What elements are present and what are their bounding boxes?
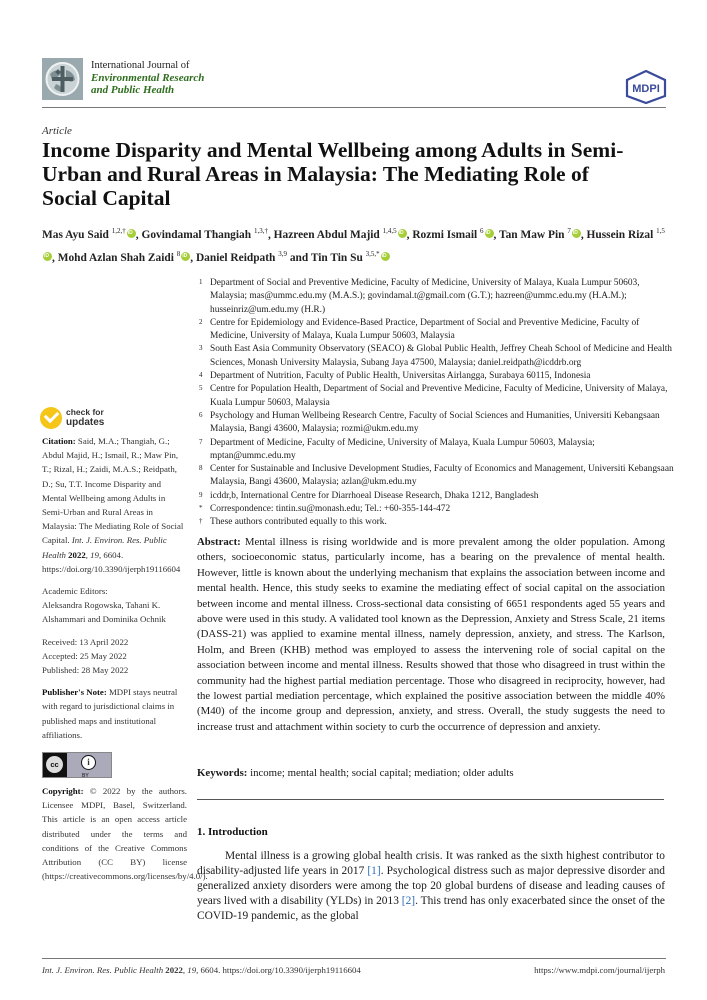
attribution-person-icon: i <box>81 755 96 770</box>
author-name: Hazreen Abdul Majid <box>273 228 380 241</box>
copyright-text: © 2022 by the authors. Licensee MDPI, Basel, Switzerland. This article is an open access article distributed under the terms and conditions of the Creative Commons Attribution (CC BY) license (https://creativecommons.org/licenses/by/4.0/). <box>42 786 208 882</box>
author-name: Mohd Azlan Shah Zaidi <box>57 251 174 264</box>
affiliation-text: South East Asia Community Observatory (SEACO) & Global Public Health, Jeffrey Cheah School of Medicine and Health Sciences, Monash University Malaysia, Subang Jaya 47500, Malaysia; daniel.reidpath@icddrb.org <box>210 344 672 368</box>
affiliation-text: Department of Nutrition, Faculty of Public Health, Universitas Airlangga, Surabaya 60115, Indonesia <box>210 371 591 382</box>
reference-link-2[interactable]: [2] <box>401 895 416 908</box>
author-affiliation-marker: 1,5 <box>656 227 665 235</box>
check-updates-line2: updates <box>66 416 105 428</box>
affiliation-text: Center for Sustainable and Inclusive Development Studies, Faculty of Economics and Management, Universiti Kebangsaan Malaysia, Bangi 43600, Malaysia; azlan@ukm.edu.my <box>210 464 674 488</box>
author-name: Tin Tin Su <box>310 251 363 264</box>
intro-text-1: Mental illness is a growing global health crisis. It was ranked as the sixth highest contributor to disability-adjusted life years in 2017 <box>197 850 665 878</box>
affiliation-number: 5 <box>199 384 203 393</box>
editors-names: Aleksandra Rogowska, Tahani K. Alshammari and Dominika Ochnik <box>42 600 166 625</box>
author-separator: , <box>406 228 413 241</box>
by-label: BY <box>82 773 89 780</box>
globe-caduceus-icon <box>42 58 83 100</box>
publisher-note-label: Publisher's Note: <box>42 687 107 698</box>
affiliation-item <box>195 410 675 437</box>
author-affiliation-marker: 3,5,* <box>365 249 380 258</box>
author-affiliation-marker: 3,9 <box>278 249 287 258</box>
section-heading-introduction: 1. Introduction <box>197 826 268 838</box>
affiliation-text: Correspondence: tintin.su@monash.edu; Tel.: +60-355-144-472 <box>210 504 451 515</box>
section-divider <box>197 799 664 800</box>
author-separator: , <box>580 228 587 241</box>
citation-label: Citation: <box>42 436 76 446</box>
author-name: Mas Ayu Said <box>42 228 109 241</box>
author-separator: , <box>493 228 500 241</box>
author-affiliation-marker: 1,2,† <box>111 227 126 235</box>
journal-name-line2: Environmental Research <box>91 72 205 84</box>
mdpi-logo[interactable] <box>625 70 667 104</box>
footer-journal-url[interactable]: https://www.mdpi.com/journal/ijerph <box>534 965 665 975</box>
author-name: Hussein Rizal <box>586 228 654 241</box>
affiliation-list <box>195 277 675 530</box>
cc-by-license-badge[interactable] <box>42 752 112 778</box>
orcid-icon[interactable] <box>381 252 390 261</box>
citation-year: 2022 <box>68 549 86 560</box>
author-affiliation-marker: 1,4,5 <box>382 227 397 235</box>
affiliation-text: Department of Medicine, Faculty of Medicine, University of Malaya, Kuala Lumpur 50603, Malaysia; mptan@ummc.edu.my <box>210 437 595 461</box>
orcid-icon[interactable] <box>398 229 407 238</box>
citation-journal: Int. J. Environ. Res. Public Health <box>42 535 167 560</box>
author-separator: , <box>267 228 274 241</box>
dates-block <box>42 635 187 678</box>
check-for-updates-button[interactable] <box>40 407 115 431</box>
introduction-paragraph <box>197 849 665 924</box>
check-updates-label <box>66 408 104 427</box>
author-name: Rozmi Ismail <box>412 228 478 241</box>
orcid-icon[interactable] <box>181 252 190 261</box>
by-section <box>67 753 111 780</box>
affiliation-number: 6 <box>199 410 203 419</box>
affiliation-number: * <box>199 504 203 513</box>
affiliation-number: 1 <box>199 278 203 286</box>
affiliation-text: Centre for Epidemiology and Evidence-Based Practice, Department of Social and Preventive Medicine, Faculty of Medicine, University of Malaya, Kuala Lumpur 50603, Malaysia <box>210 317 640 342</box>
author-list <box>42 222 672 268</box>
footer-doi-link[interactable]: , 6604. https://doi.org/10.3390/ijerph19116604 <box>196 965 361 975</box>
affiliation-item <box>195 343 675 370</box>
author-affiliation-marker: 1,3,† <box>253 227 268 235</box>
editors-block <box>42 584 187 627</box>
keywords-label: Keywords: <box>197 767 248 779</box>
author-separator: , <box>52 251 58 264</box>
published-date: Published: 28 May 2022 <box>42 665 129 676</box>
affiliation-number: † <box>199 517 203 526</box>
keywords <box>197 767 665 779</box>
affiliation-item <box>195 383 675 410</box>
affiliation-item <box>195 463 675 490</box>
author-name: Tan Maw Pin <box>499 228 565 241</box>
article-sidebar <box>42 434 208 891</box>
author-separator: and <box>286 251 311 264</box>
journal-name-line1: International Journal of <box>91 60 190 71</box>
citation-block: Citation: Said, M.A.; Thangiah, G.; Abdul Majid, H.; Ismail, R.; Maw Pin, T.; Rizal, H.; Zaidi, M.A.S.; Reidpath, D.; Su, T.T. Income Disparity and Mental Wellbeing among Adults in Semi-Urban and Rural Areas in Malaysia: The Mediating Role of Social Capital. Int. J. Environ. Res. Public Health 2022, 19, 6604. https://doi.org/10.3390/ijerph19116604 <box>42 436 184 574</box>
author-name: Daniel Reidpath <box>195 251 276 264</box>
journal-name <box>91 60 204 96</box>
publisher-note-text: MDPI stays neutral with regard to jurisdictional claims in published maps and institutional affiliations. <box>42 687 178 740</box>
orcid-icon[interactable] <box>572 229 581 238</box>
affiliation-number: 4 <box>199 371 203 380</box>
footer-citation: Int. J. Environ. Res. Public Health 2022, 19, 6604. https://doi.org/10.3390/ijerph19116604 <box>42 965 361 975</box>
affiliation-text: Psychology and Human Wellbeing Research Centre, Faculty of Social Sciences and Humanities, Universiti Kebangsaan Malaysia, Bangi 43600, Malaysia; rozmi@ukm.edu.my <box>210 410 660 435</box>
affiliation-item <box>195 370 675 383</box>
footer-volume: 19 <box>187 965 197 975</box>
orcid-icon[interactable] <box>485 229 494 238</box>
affiliation-text: Centre for Population Health, Department of Social and Preventive Medicine, Faculty of Medicine, University of Malaya, Kuala Lumpur 50603, Malaysia <box>210 384 668 408</box>
affiliation-item <box>195 503 675 516</box>
check-updates-icon <box>40 407 62 429</box>
footer-year: 2022 <box>165 965 183 975</box>
author-name: Govindamal Thangiah <box>141 228 252 241</box>
affiliation-item <box>195 490 675 503</box>
check-updates-line1: check for <box>66 407 104 417</box>
affiliation-item <box>195 437 675 464</box>
intro-text-3: . This trend has only exacerbated since the onset of the COVID-19 pandemic, as the global <box>197 895 665 923</box>
header-divider <box>42 107 666 108</box>
copyright-notice <box>42 784 208 883</box>
affiliation-number: 8 <box>199 464 203 473</box>
author-separator: , <box>135 228 142 241</box>
article-title: Income Disparity and Mental Wellbeing among Adults in Semi-Urban and Rural Areas in Malaysia: The Mediating Role of Social Capital <box>42 138 624 210</box>
article-type: Article <box>42 125 72 137</box>
affiliation-item <box>195 516 675 529</box>
orcid-icon[interactable] <box>127 229 136 238</box>
affiliation-item <box>195 277 675 317</box>
affiliation-number: 2 <box>199 317 203 326</box>
author-affiliation-marker: 6 <box>480 227 484 235</box>
abstract-label: Abstract: <box>197 536 241 548</box>
affiliation-text: These authors contributed equally to this work. <box>210 517 387 528</box>
journal-logo <box>42 58 83 100</box>
abstract <box>197 535 665 735</box>
affiliation-number: 9 <box>199 490 203 499</box>
publisher-note <box>42 685 187 742</box>
footer-journal: Int. J. Environ. Res. Public Health <box>42 965 164 975</box>
copyright-label: Copyright: <box>42 786 84 797</box>
accepted-date: Accepted: 25 May 2022 <box>42 650 127 661</box>
keywords-text: income; mental health; social capital; mediation; older adults <box>250 767 514 779</box>
affiliation-item <box>195 317 675 344</box>
author-separator: , <box>190 251 196 264</box>
mdpi-logo-text: MDPI <box>632 83 660 95</box>
orcid-icon[interactable] <box>43 252 52 261</box>
cc-icon: cc <box>46 756 63 773</box>
affiliation-text: icddr,b, International Centre for Diarrhoeal Disease Research, Dhaka 1212, Bangladesh <box>210 490 539 501</box>
received-date: Received: 13 April 2022 <box>42 636 129 647</box>
editors-label: Academic Editors: <box>42 586 108 597</box>
citation-volume: 19 <box>90 549 99 560</box>
intro-text-2: . Psychological distress such as major depressive disorder and generalized anxiety disorders were among the top 20 global burdens of disease and leading causes of years lived with a disability (YLDs) in 2013 <box>197 865 665 908</box>
affiliation-text: Department of Social and Preventive Medicine, Faculty of Medicine, University of Malaya, Kuala Lumpur 50603, Malaysia; mas@ummc.edu.my (M.A.S.); govindamal.t@gmail.com (G.T.); hazreen@ummc.edu.my (H.A.M.); husseinriz@um.edu.my (H.R.) <box>210 278 640 315</box>
citation-text: Said, M.A.; Thangiah, G.; Abdul Majid, H.; Ismail, R.; Maw Pin, T.; Rizal, H.; Zaidi, M.A.S.; Reidpath, D.; Su, T.T. Income Disparity and Mental Wellbeing among Adults in Semi-Urban and Rural Areas in Malaysia: The Mediating Role of Social Capital. <box>42 436 184 546</box>
reference-link-1[interactable]: [1] <box>367 865 381 878</box>
affiliation-number: 7 <box>199 437 203 446</box>
abstract-text: Mental illness is rising worldwide and is more prevalent among the older population. Among others, socioeconomic status, particularly income, has a bearing on the prevalence of mental health. However, little is known about the underlying mechanism that explains the association between income and mental health. Hence, this study seeks to examine the mediating effect of social capital on the association between income and mental illness. Cross-sectional data consisting of 6651 respondents aged 55 years and above were used in this study. A validated tool known as the Depression, Anxiety and Stress Scale, 21 items (DASS-21) was applied to examine mental illness, namely depression, anxiety, and stress. The Karlson, Holm, and Breen (KHB) method was employed to assess the intervening role of social capital on the association between income and mental illness. Results showed that those who disagreed in trust within the community had the highest partial mediation percentage. Those who disagreed in reciprocity, however, had the lowest partial mediation percentage, which explained the positive association between the middle 40% (M40) of the income group and depression, anxiety, and stress. Overall, the study suggests the need to increase trust and attachment within society to curb the occurrence of depression and anxiety. <box>197 536 665 733</box>
mdpi-hexagon-icon <box>625 70 667 104</box>
citation-doi-link[interactable]: , 6604. https://doi.org/10.3390/ijerph19116604 <box>42 549 181 574</box>
affiliation-number: 3 <box>199 344 203 353</box>
journal-name-line3: and Public Health <box>91 84 175 96</box>
author-affiliation-marker: 8 <box>176 249 181 258</box>
author-affiliation-marker: 7 <box>567 227 571 235</box>
footer-divider <box>42 958 666 959</box>
